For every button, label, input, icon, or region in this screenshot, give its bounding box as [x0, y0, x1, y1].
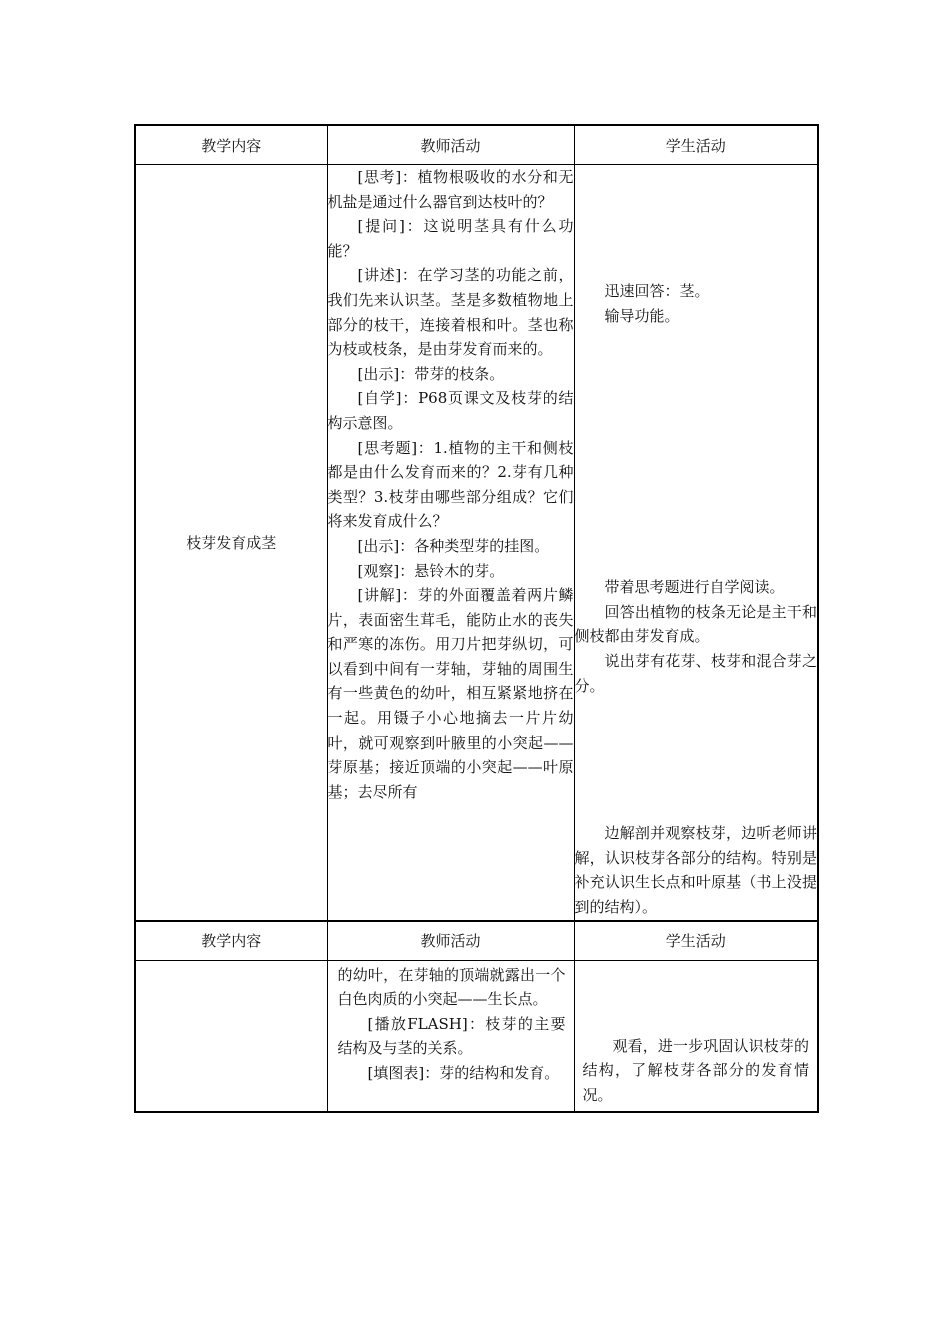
header-student: 学生活动	[574, 125, 818, 165]
student-paragraph: 说出芽有花芽、枝芽和混合芽之分。	[574, 651, 817, 695]
student-paragraph: 观看，进一步巩固认识枝芽的结构，了解枝芽各部分的发育情况。	[582, 1036, 809, 1104]
section-row-2	[135, 960, 818, 1112]
header-row	[135, 125, 818, 165]
student-paragraph: 输导功能。	[604, 306, 680, 325]
teacher-paragraph: [出示]：带芽的枝条。	[357, 364, 505, 383]
teacher-paragraph: [思考题]：1.植物的主干和侧枝都是由什么发育而来的？2.芽有几种类型？3.枝芽由哪些部分组成？它们将来发育成什么？	[327, 438, 574, 531]
teacher-paragraph: [出示]：各种类型芽的挂图。	[357, 536, 550, 555]
header-teacher: 教师活动	[327, 921, 574, 961]
header-content: 教学内容	[135, 921, 327, 961]
student-paragraph: 带着思考题进行自学阅读。	[604, 578, 785, 597]
student-paragraph: 边解剖并观察枝芽，边听老师讲解，认识枝芽各部分的结构。特别是补充认识生长点和叶原基（书上没提到的结构）。	[574, 824, 817, 916]
teacher-paragraph: 的幼叶，在芽轴的顶端就露出一个白色肉质的小突起——生长点。	[337, 965, 566, 1009]
topic-cell	[135, 960, 327, 1112]
header-teacher: 教师活动	[327, 125, 574, 165]
teacher-paragraph: [思考]：植物根吸收的水分和无机盐是通过什么器官到达枝叶的？	[327, 168, 574, 211]
teacher-activity-cell	[327, 165, 574, 921]
teacher-paragraph: [讲述]：在学习茎的功能之前，我们先来认识茎。茎是多数植物地上部分的枝干，连接着根和叶。茎也称为枝或枝条，是由芽发育而来的。	[327, 266, 574, 359]
teacher-paragraph: [观察]：悬铃木的芽。	[357, 561, 505, 580]
teacher-activity-cell	[327, 960, 574, 1112]
lesson-plan-table	[134, 124, 819, 1113]
teacher-paragraph: [提问]：这说明茎具有什么功能？	[327, 217, 574, 260]
student-paragraph: 回答出植物的枝条无论是主干和侧枝都由芽发育成。	[574, 602, 817, 646]
teacher-paragraph: [填图表]：芽的结构和发育。	[367, 1063, 560, 1082]
teacher-paragraph: [播放FLASH]：枝芽的主要结构及与茎的关系。	[337, 1014, 566, 1058]
student-activity-cell	[574, 165, 818, 921]
header-content: 教学内容	[135, 125, 327, 165]
section-row-1	[135, 165, 818, 921]
header-row-repeat	[135, 921, 818, 961]
student-activity-cell	[574, 960, 818, 1112]
teacher-paragraph: [自学]：P68页课文及枝芽的结构示意图。	[327, 389, 574, 432]
header-student: 学生活动	[574, 921, 818, 961]
student-paragraph: 迅速回答：茎。	[604, 282, 710, 300]
teacher-paragraph: [讲解]：芽的外面覆盖着两片鳞片，表面密生茸毛，能防止水的丧失和严寒的冻伤。用刀片把芽纵切，可以看到中间有一芽轴，芽轴的周围生有一些黄色的幼叶，相互紧紧地挤在一起。用镊子小心地摘去一片片幼叶，就可观察到叶腋里的小突起——芽原基；接近顶端的小突起——叶原基；去尽所有	[327, 586, 574, 801]
topic-cell: 枝芽发育成茎	[135, 165, 327, 921]
